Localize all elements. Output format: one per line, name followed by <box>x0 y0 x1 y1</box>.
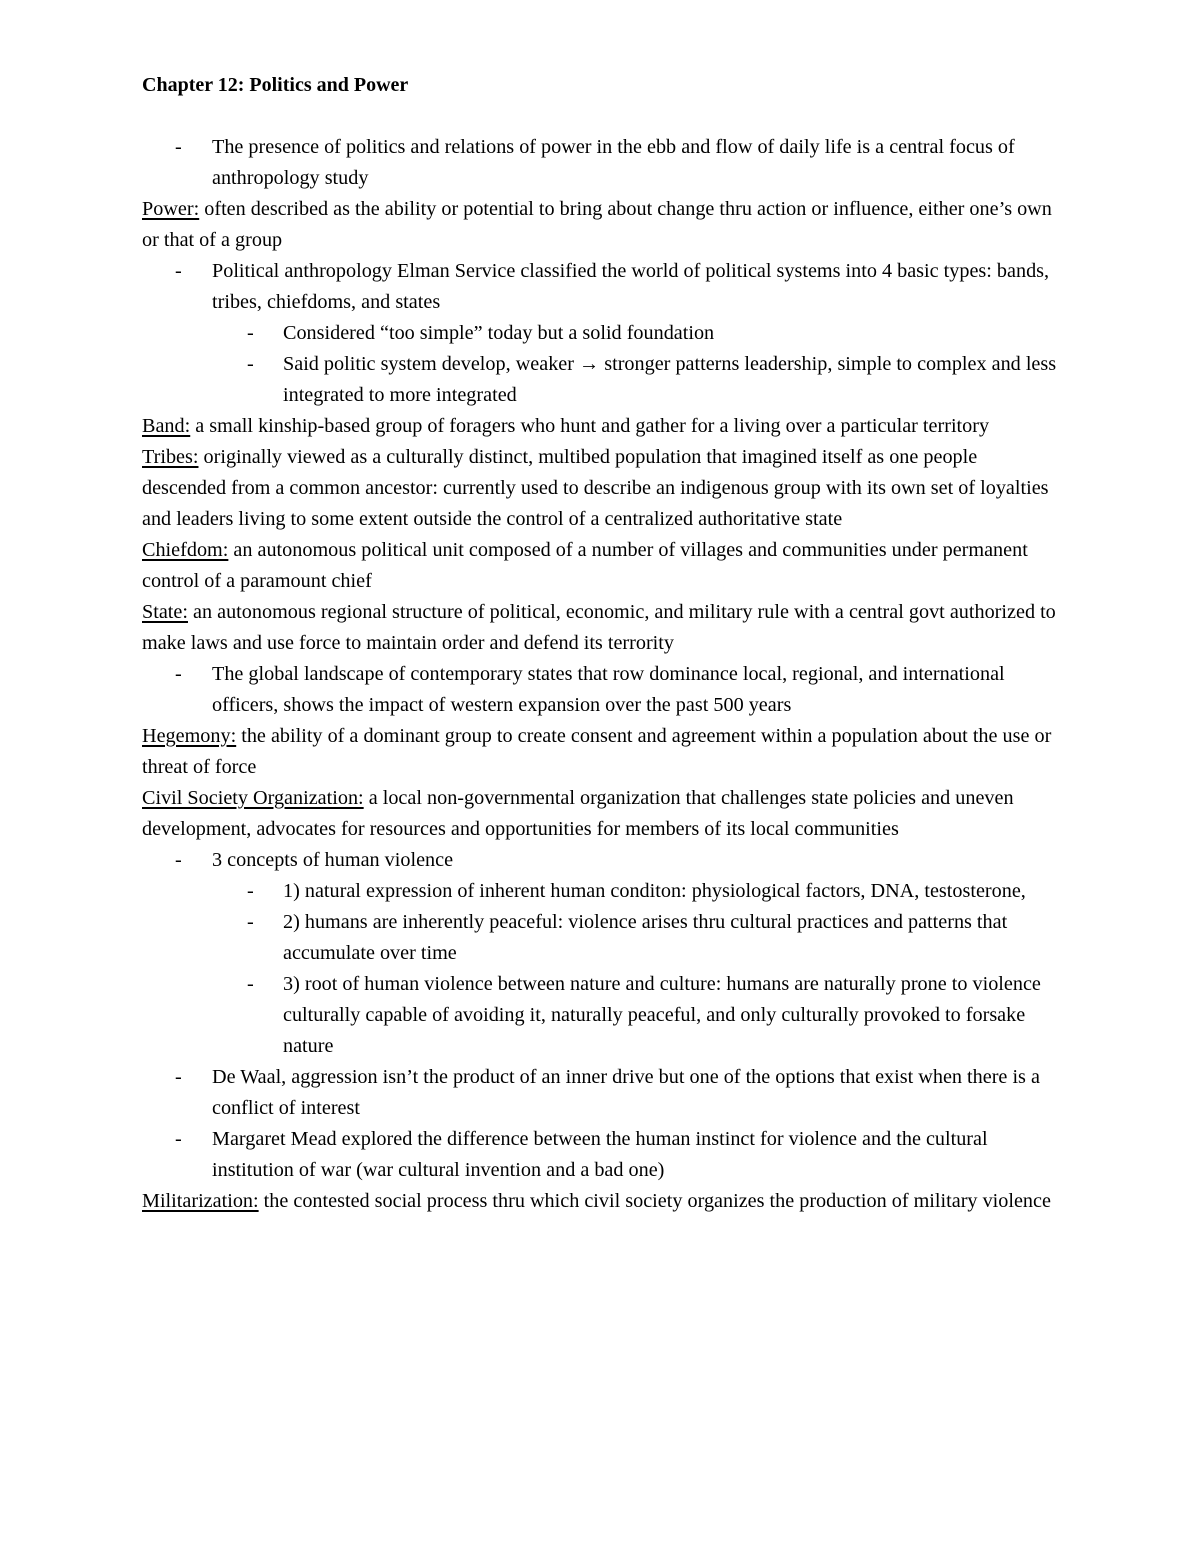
definition-state <box>142 597 1062 659</box>
bullet-dash: - <box>247 911 254 933</box>
sub-bullet-item <box>142 349 1062 411</box>
bullet-text: Margaret Mead explored the difference between the human instinct for violence and the cultural institution of war (war cultural invention and a bad one) <box>212 1128 988 1181</box>
bullet-text: Said politic system develop, weaker → stronger patterns leadership, simple to complex and less integrated to more integrated <box>283 353 1057 406</box>
bullet-dash: - <box>247 973 254 995</box>
bullet-dash: - <box>247 353 254 375</box>
bullet-dash: - <box>247 322 254 344</box>
bullet-text: 3) root of human violence between nature and culture: humans are naturally prone to violence culturally capable of avoiding it, naturally peaceful, and only culturally provoked to forsake nature <box>283 973 1041 1057</box>
term-label: Tribes: <box>142 446 199 468</box>
bullet-text: 1) natural expression of inherent human conditon: physiological factors, DNA, testosterone, <box>283 880 1026 902</box>
definition-militarization <box>142 1186 1062 1217</box>
bullet-item <box>142 256 1062 318</box>
bullet-text: De Waal, aggression isn’t the product of an inner drive but one of the options that exist when there is a conflict of interest <box>212 1066 1040 1119</box>
definition-text: a local non-governmental organization that challenges state policies and uneven development, advocates for resources and opportunities for members of its local communities <box>142 787 1014 840</box>
bullet-item <box>142 845 1062 876</box>
definition-text: a small kinship-based group of foragers who hunt and gather for a living over a particular territory <box>190 415 990 437</box>
definition-text: an autonomous regional structure of political, economic, and military rule with a central govt authorized to make laws and use force to maintain order and defend its terrority <box>142 601 1056 654</box>
bullet-item <box>142 659 1062 721</box>
bullet-text: Political anthropology Elman Service classified the world of political systems into 4 basic types: bands, tribes, chiefdoms, and states <box>212 260 1050 313</box>
bullet-dash: - <box>175 1066 182 1088</box>
bullet-item <box>142 1124 1062 1186</box>
term-label: Chiefdom: <box>142 539 229 561</box>
page-title: Chapter 12: Politics and Power <box>142 74 409 96</box>
sub-bullet-item <box>142 969 1062 1062</box>
bullet-text: Considered “too simple” today but a solid foundation <box>283 322 715 344</box>
bullet-dash: - <box>175 136 182 158</box>
bullet-item <box>142 1062 1062 1124</box>
definition-text: the contested social process thru which civil society organizes the production of military violence <box>258 1190 1051 1212</box>
bullet-text: The presence of politics and relations of power in the ebb and flow of daily life is a central focus of anthropology study <box>212 136 1015 189</box>
bullet-dash: - <box>175 260 182 282</box>
definition-band <box>142 411 1062 442</box>
definition-hegemony <box>142 721 1062 783</box>
term-label: Hegemony: <box>142 725 237 747</box>
bullet-item <box>142 132 1062 194</box>
bullet-text: 2) humans are inherently peaceful: violence arises thru cultural practices and patterns that accumulate over time <box>283 911 1008 964</box>
definition-text: an autonomous political unit composed of a number of villages and communities under permanent control of a paramount chief <box>142 539 1028 592</box>
definition-tribes <box>142 442 1062 535</box>
bullet-dash: - <box>175 663 182 685</box>
term-label: Power: <box>142 198 200 220</box>
bullet-dash: - <box>247 880 254 902</box>
sub-bullet-item <box>142 876 1062 907</box>
definition-civil-society-organization <box>142 783 1062 845</box>
definition-power <box>142 194 1062 256</box>
definition-text: originally viewed as a culturally distinct, multibed population that imagined itself as one people descended from a common ancestor: currently used to describe an indigenous group with its own set of loyalties and leaders living to some extent outside the control of a centralized authoritative state <box>142 446 1049 530</box>
term-label: Militarization: <box>142 1190 259 1212</box>
definition-text: often described as the ability or potential to bring about change thru action or influence, either one’s own or that of a group <box>142 198 1052 251</box>
definition-text: the ability of a dominant group to create consent and agreement within a population about the use or threat of force <box>142 725 1052 778</box>
term-label: Band: <box>142 415 191 437</box>
bullet-text: 3 concepts of human violence <box>212 849 454 871</box>
term-label: State: <box>142 601 188 623</box>
document-page <box>142 70 1062 1217</box>
term-label: Civil Society Organization: <box>142 787 364 809</box>
bullet-dash: - <box>175 849 182 871</box>
sub-bullet-item <box>142 907 1062 969</box>
bullet-text: The global landscape of contemporary states that row dominance local, regional, and international officers, shows the impact of western expansion over the past 500 years <box>212 663 1005 716</box>
definition-chiefdom <box>142 535 1062 597</box>
bullet-dash: - <box>175 1128 182 1150</box>
sub-bullet-item <box>142 318 1062 349</box>
